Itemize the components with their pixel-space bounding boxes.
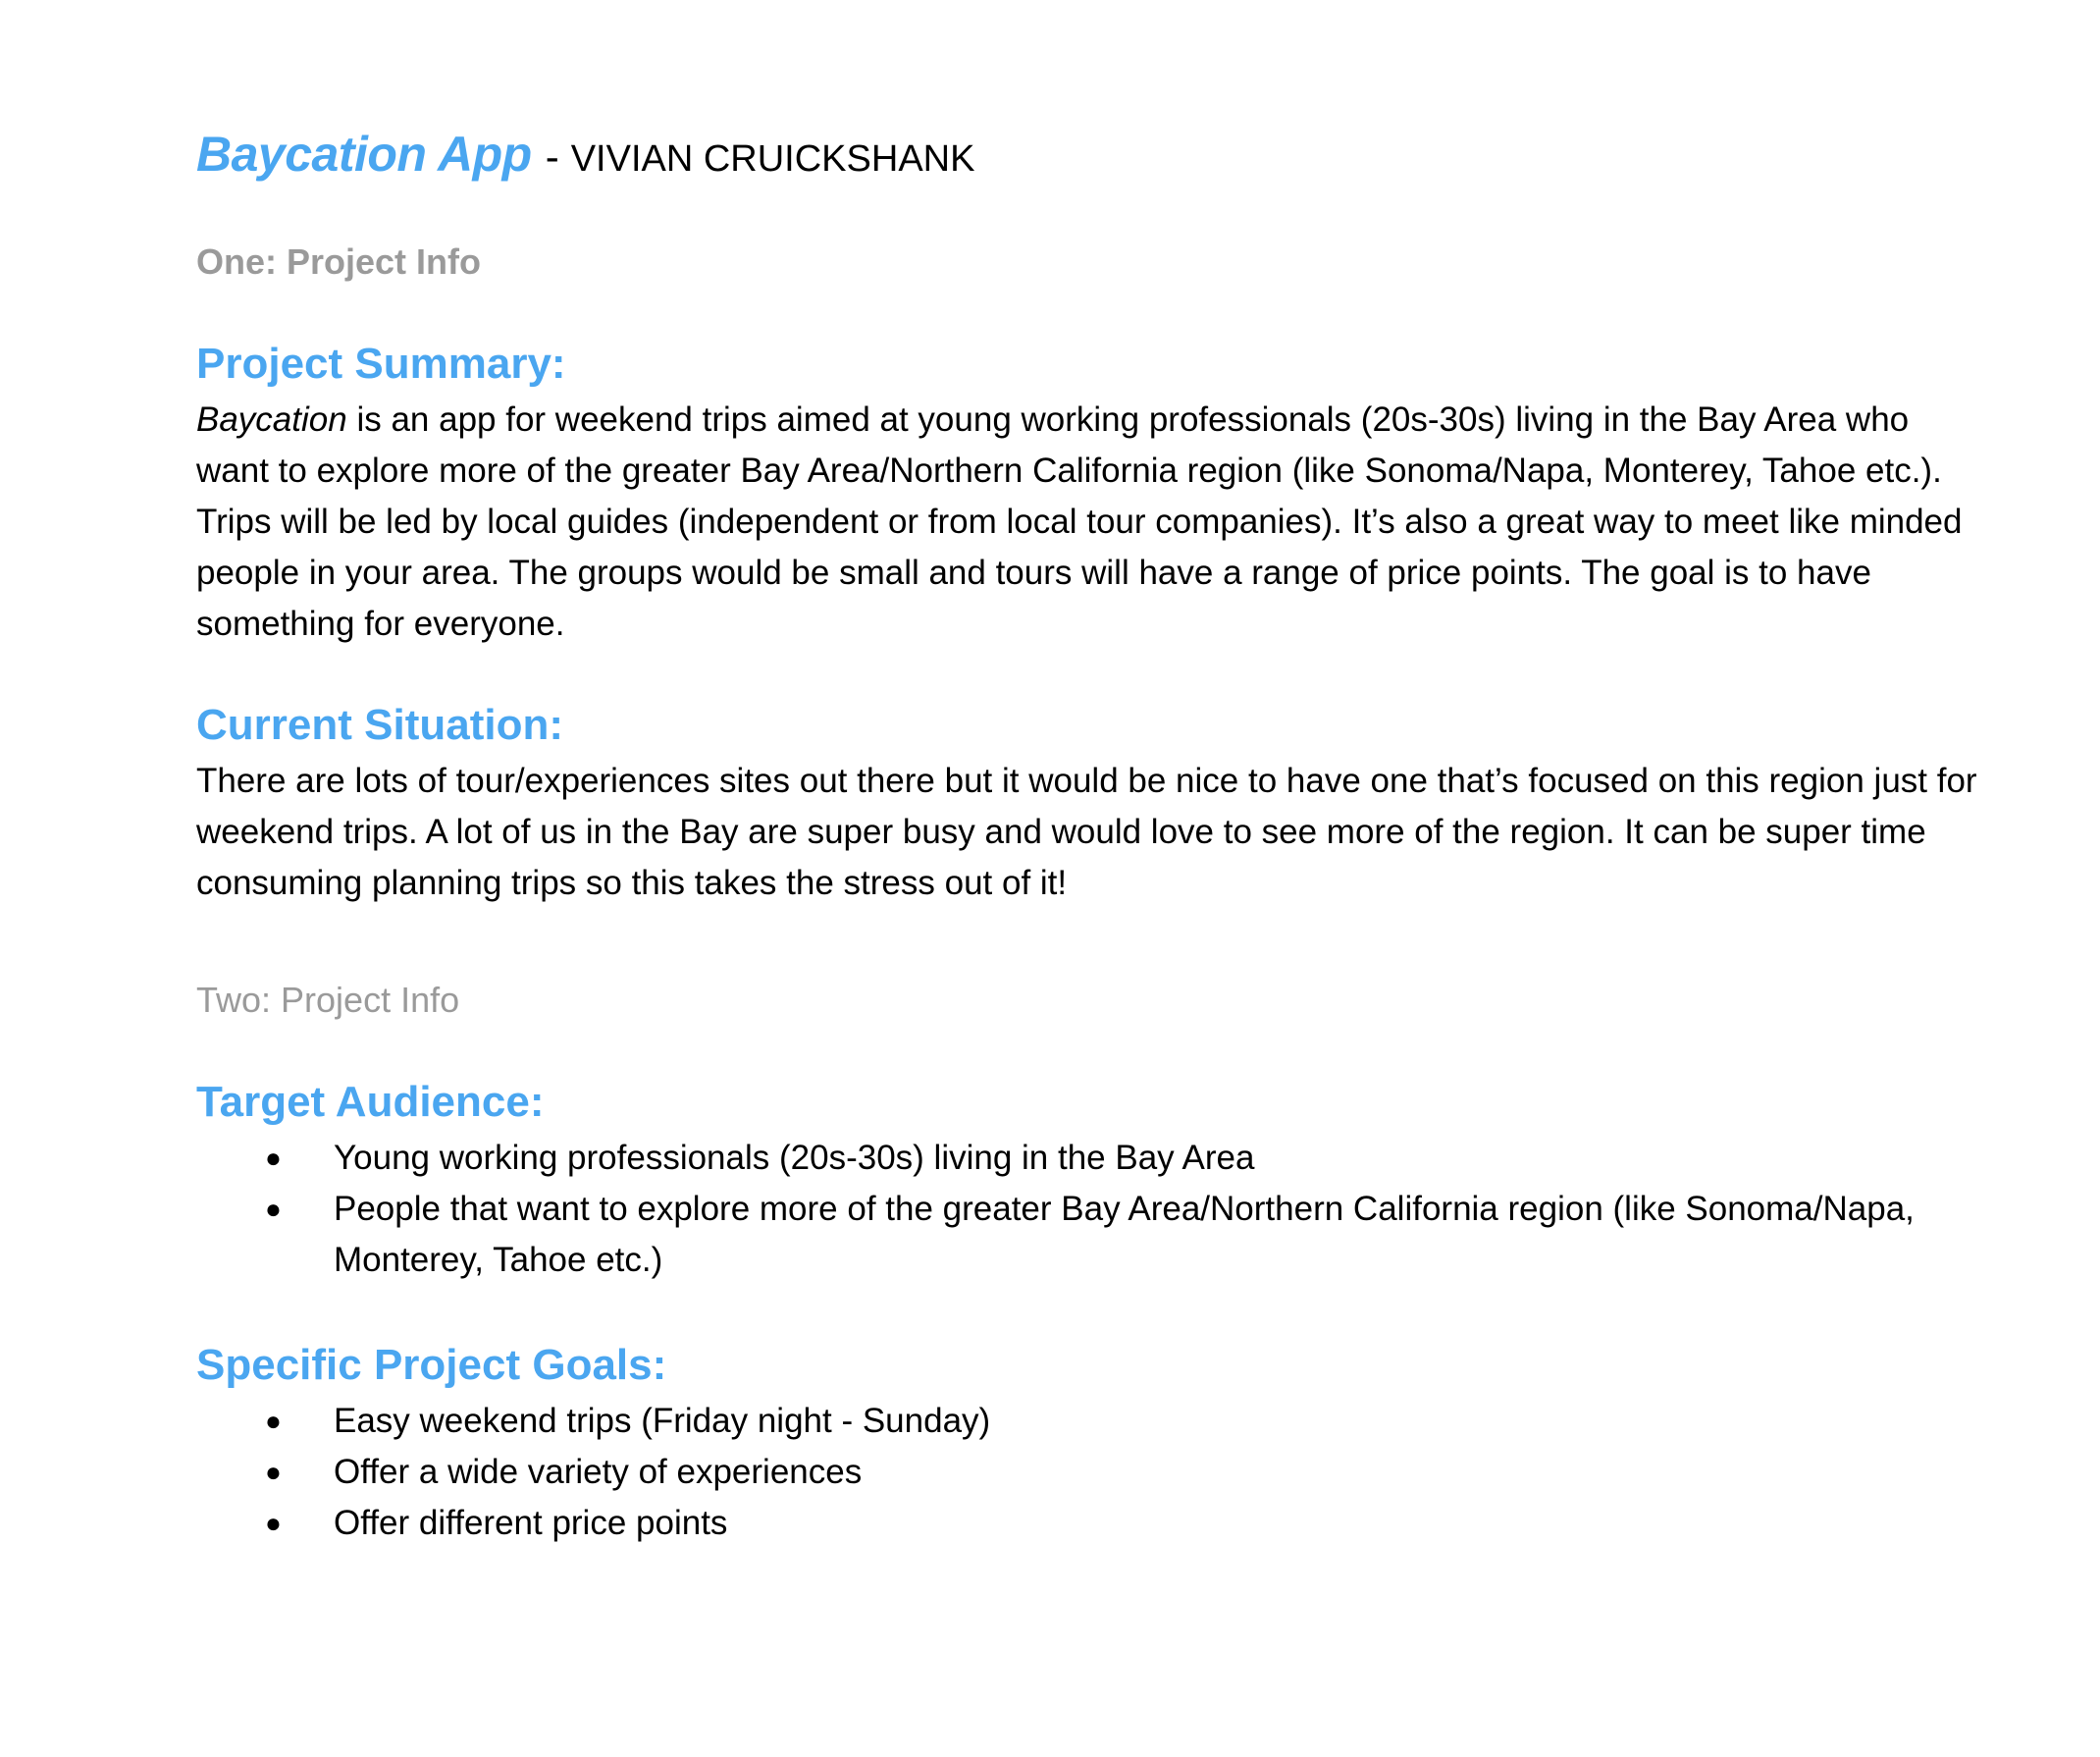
project-summary-text [196,395,1982,650]
list-item [196,1396,1982,1447]
bullet-icon: ● [265,1508,282,1538]
app-name-italic: Baycation [196,400,347,439]
document-title: Baycation App [196,127,532,182]
list-item [196,1133,1982,1184]
project-goals-list [196,1396,1982,1549]
document-page [196,126,1982,1549]
bullet-icon: ● [265,1457,282,1487]
part-one-label: One: Project Info [196,241,482,282]
target-audience-heading: Target Audience: [196,1078,545,1126]
title-separator: - [545,133,559,180]
list-item-text: People that want to explore more of the greater Bay Area/Northern California region (like Sonoma/Napa, Monterey, Tahoe etc.) [334,1190,1915,1279]
current-situation-heading: Current Situation: [196,701,563,749]
project-goals-heading: Specific Project Goals: [196,1341,667,1389]
list-item [196,1498,1982,1549]
list-item-text: Easy weekend trips (Friday night - Sunday) [334,1402,991,1440]
list-item-text: Young working professionals (20s-30s) living in the Bay Area [334,1139,1255,1177]
part-two-label: Two: Project Info [196,980,460,1020]
list-item [196,1184,1982,1286]
current-situation-text: There are lots of tour/experiences sites out there but it would be nice to have one that’s focused on this region just for weekend trips. A lot of us in the Bay are super busy and would love to see more of the region. It can be super time consuming planning trips so this takes the stress out of it! [196,762,1977,902]
bullet-icon: ● [265,1143,282,1173]
target-audience-list [196,1133,1982,1286]
author-name: VIVIAN CRUICKSHANK [570,138,975,180]
list-item [196,1447,1982,1498]
project-summary-body: is an app for weekend trips aimed at young working professionals (20s-30s) living in the Bay Area who want to explore more of the greater Bay Area/Northern California region (like Sonoma/Napa, Monterey, Tahoe etc.). Trips will be led by local guides (independent or from local tour companies). It’s also a great way to meet like minded people in your area. The groups would be small and tours will have a range of price points. The goal is to have something for everyone. [196,400,1963,643]
project-summary-heading: Project Summary: [196,340,566,388]
title-row [196,126,1982,196]
list-item-text: Offer a wide variety of experiences [334,1453,863,1491]
bullet-icon: ● [265,1406,282,1436]
bullet-icon: ● [265,1194,282,1224]
list-item-text: Offer different price points [334,1504,728,1542]
